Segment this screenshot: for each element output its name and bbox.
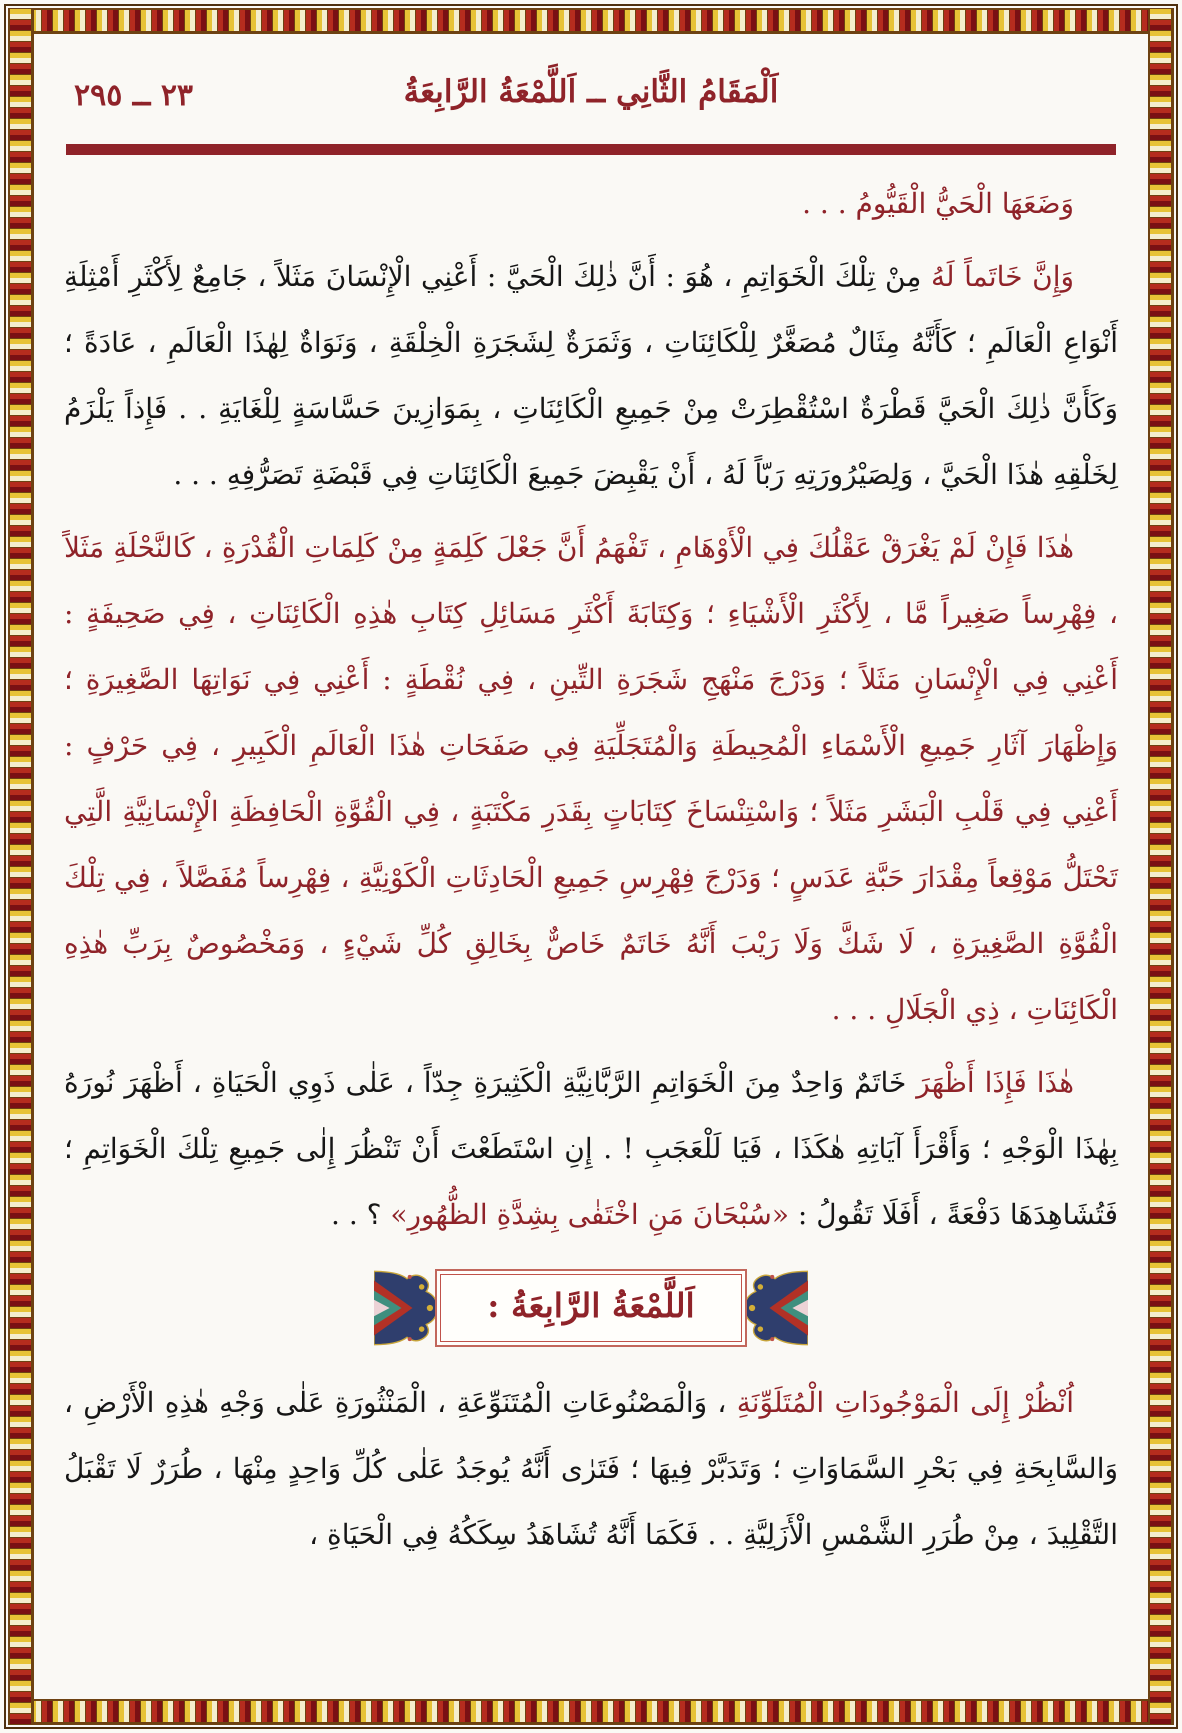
paragraph [64, 1050, 1118, 1248]
paragraph [64, 171, 1118, 237]
paragraph-text: وَضَعَهَا الْحَيُّ الْقَيُّومُ . . . [802, 187, 1074, 220]
border-band-left [8, 8, 34, 1725]
paragraph [64, 1370, 1118, 1568]
border-band-top [8, 8, 1174, 34]
paragraph-text: ، وَالْمَصْنُوعَاتِ الْمُتَنَوِّعَةِ ، الْمَنْثُورَةِ عَلٰى وَجْهِ هٰذِهِ الْأَرْضِ ، وَالسَّابِحَةِ فِي بَحْرِ السَّمَاوَاتِ ؛ وَتَدَبَّرْ فِيهَا ؛ فَتَرٰى أَنَّهُ يُوجَدُ عَلٰى كُلِّ وَاحِدٍ مِنْهَا ، طُرَرٌ لَا تَقْبَلُ التَّقْلِيدَ ، مِنْ طُرَرِ الشَّمْسِ الْأَزَلِيَّةِ . . فَكَمَا أَنَّهُ تُشَاهَدُ سِكَكُهُ فِي الْحَيَاةِ ، [64, 1386, 1118, 1551]
paragraph-text: خَاتَمٌ وَاحِدٌ مِنَ الْخَوَاتِمِ الرَّبَّانِيَّةِ الْكَثِيرَةِ جِدّاً ، عَلٰى ذَوِي الْحَيَاةِ ، أَظْهَرَ نُورَهُ بِهٰذَا الْوَجْهِ ؛ وَأَقْرَأَ آيَاتِهِ هٰكَذَا ، فَيَا لَلْعَجَبِ ! . إِنِ اسْتَطَعْتَ أَنْ تَنْظُرَ إِلٰى جَمِيعِ تِلْكَ الْخَوَاتِمِ ؛ فَتُشَاهِدَهَا دَفْعَةً ، أَفَلَا تَقُولُ : [64, 1066, 1118, 1231]
border-band-right [1148, 8, 1174, 1725]
paragraph [64, 244, 1118, 508]
quote-text: «سُبْحَانَ مَنِ اخْتَفٰى بِشِدَّةِ الظُّهُورِ» [390, 1198, 789, 1231]
paragraph-lead-text: اُنْظُرْ إِلَى الْمَوْجُودَاتِ الْمُتَلَوِّنَةِ [726, 1386, 1074, 1419]
paragraph-text: ؟ . . [331, 1198, 391, 1231]
page-numbers: ٢٣ ــ ٢٩٥ [74, 78, 194, 113]
header-divider-rule [66, 144, 1116, 155]
paragraph-text: هٰذَا فَإِنْ لَمْ يَغْرَقْ عَقْلُكَ فِي الْأَوْهَامِ ، تَفْهَمُ أَنَّ جَعْلَ كَلِمَةٍ مِنْ كَلِمَاتِ الْقُدْرَةِ ، كَالنَّحْلَةِ مَثَلاً ، فِهْرِساً صَغِيراً مَّا ، لِأَكْثَرِ الْأَشْيَاءِ ؛ وَكِتَابَةَ أَكْثَرِ مَسَائِلِ كِتَابِ هٰذِهِ الْكَائِنَاتِ ، فِي صَحِيفَةٍ : أَعْنِي فِي الْإِنْسَانِ مَثَلاً ؛ وَدَرْجَ مَنْهَجِ شَجَرَةِ التِّينِ ، فِي نُقْطَةٍ : أَعْنِي فِي نَوَاتِهَا الصَّغِيرَةِ ؛ وَإِظْهَارَ آثَارِ جَمِيعِ الْأَسْمَاءِ الْمُحِيطَةِ وَالْمُتَجَلِّيَةِ فِي صَفَحَاتِ هٰذَا الْعَالَمِ الْكَبِيرِ ، فِي حَرْفٍ : أَعْنِي فِي قَلْبِ الْبَشَرِ مَثَلاً ؛ وَاسْتِنْسَاخَ كِتَابَاتٍ بِقَدَرِ مَكْتَبَةٍ ، فِي الْقُوَّةِ الْحَافِظَةِ الْإِنْسَانِيَّةِ الَّتِي تَحْتَلُّ مَوْقِعاً مِقْدَارَ حَبَّةِ عَدَسٍ ؛ وَدَرْجَ فِهْرِسِ جَمِيعِ الْحَادِثَاتِ الْكَوْنِيَّةِ ، فِهْرِساً مُفَصَّلاً ، فِي تِلْكَ الْقُوَّةِ الصَّغِيرَةِ ، لَا شَكَّ وَلَا رَيْبَ أَنَّهُ خَاتَمٌ خَاصٌّ بِخَالِقِ كُلِّ شَيْءٍ ، وَمَخْصُوصٌ بِرَبِّ هٰذِهِ الْكَائِنَاتِ ، ذِي الْجَلَالِ . . . [64, 531, 1119, 1026]
border-band-bottom [8, 1699, 1174, 1725]
section-title-field [440, 1274, 741, 1342]
body-text [64, 171, 1118, 1568]
page-title: اَلْمَقَامُ الثَّانِي ــ اَللَّمْعَةُ الرَّابِعَةُ [403, 74, 779, 110]
section-ornament-box [64, 1258, 1118, 1358]
paragraph [64, 515, 1118, 1043]
section-title: اَللَّمْعَةُ الرَّابِعَةُ : [487, 1286, 695, 1326]
paragraph-lead-text: وَإِنَّ خَاتَماً لَهُ [921, 260, 1074, 293]
arabesque-flourish-left-icon [742, 1260, 808, 1356]
arabesque-flourish-right-icon [374, 1260, 440, 1356]
page-content [38, 38, 1144, 1695]
paragraph-lead-text: هٰذَا فَإِذَا أَظْهَرَ [906, 1066, 1075, 1099]
paragraph-text: مِنْ تِلْكَ الْخَوَاتِمِ ، هُوَ : أَنَّ ذٰلِكَ الْحَيَّ : أَعْنِي الْإِنْسَانَ مَثَلاً ، جَامِعٌ لِأَكْثَرِ أَمْثِلَةِ أَنْوَاعِ الْعَالَمِ ؛ كَأَنَّهُ مِثَالٌ مُصَغَّرٌ لِلْكَائِنَاتِ ، وَثَمَرَةٌ لِشَجَرَةِ الْخِلْقَةِ ، وَنَوَاةٌ لِهٰذَا الْعَالَمِ ، عَادَةً ؛ وَكَأَنَّ ذٰلِكَ الْحَيَّ قَطْرَةٌ اسْتُقْطِرَتْ مِنْ جَمِيعِ الْكَائِنَاتِ ، بِمَوَازِينَ حَسَّاسَةٍ لِلْغَايَةِ . . فَإِذاً يَلْزَمُ لِخَلْقِهِ هٰذَا الْحَيَّ ، وَلِصَيْرُورَتِهِ رَبّاً لَهُ ، أَنْ يَقْبِضَ جَمِيعَ الْكَائِنَاتِ فِي قَبْضَةِ تَصَرُّفِهِ . . . [64, 260, 1118, 491]
section-title-frame [435, 1269, 746, 1347]
page-header [64, 68, 1118, 134]
